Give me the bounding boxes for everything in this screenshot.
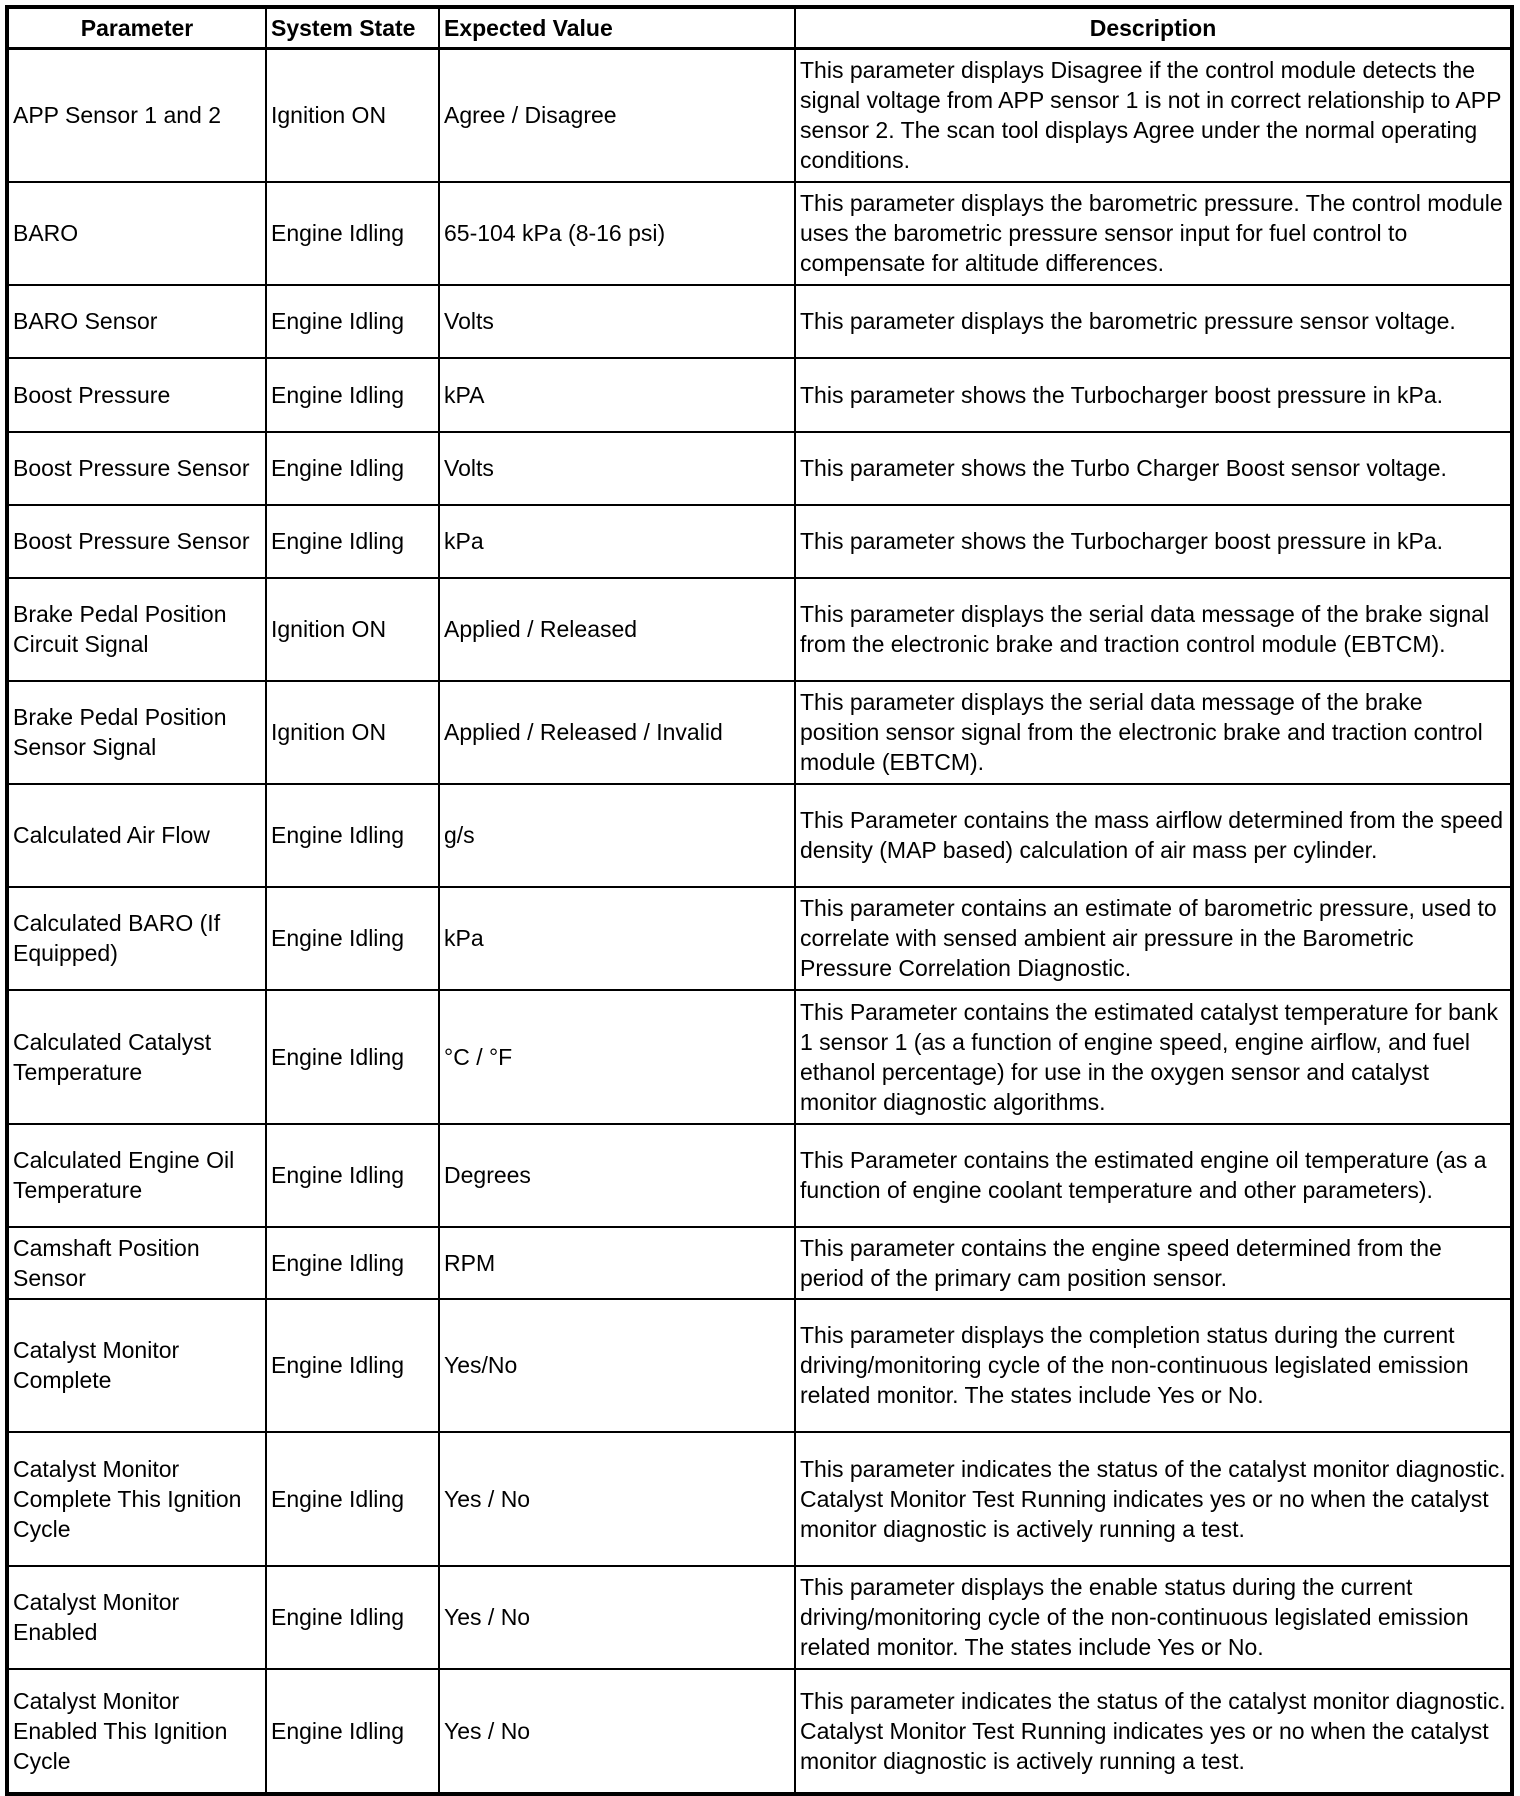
table-row xyxy=(7,505,1512,578)
cell-expected-value: Applied / Released / Invalid xyxy=(439,681,795,784)
cell-parameter: APP Sensor 1 and 2 xyxy=(7,49,266,182)
table-row xyxy=(7,1227,1512,1299)
cell-description: This parameter displays Disagree if the control module detects the signal voltage from APP sensor 1 is not in correct relationship to APP sensor 2. The scan tool displays Agree under the normal operating conditions. xyxy=(795,49,1512,182)
cell-system-state: Engine Idling xyxy=(266,1432,439,1566)
cell-description: This parameter displays the serial data message of the brake position sensor signal from the electronic brake and traction control module (EBTCM). xyxy=(795,681,1512,784)
cell-parameter: Boost Pressure xyxy=(7,358,266,432)
table-header xyxy=(7,7,1512,49)
cell-expected-value: kPa xyxy=(439,887,795,990)
cell-expected-value: Yes/No xyxy=(439,1299,795,1432)
cell-system-state: Engine Idling xyxy=(266,1124,439,1227)
table-row xyxy=(7,1299,1512,1432)
cell-system-state: Engine Idling xyxy=(266,1299,439,1432)
cell-system-state: Ignition ON xyxy=(266,578,439,681)
header-row xyxy=(7,7,1512,49)
cell-expected-value: Yes / No xyxy=(439,1432,795,1566)
cell-expected-value: Yes / No xyxy=(439,1669,795,1794)
cell-system-state: Engine Idling xyxy=(266,182,439,285)
cell-expected-value: Applied / Released xyxy=(439,578,795,681)
cell-parameter: Calculated Air Flow xyxy=(7,784,266,887)
cell-system-state: Engine Idling xyxy=(266,784,439,887)
cell-expected-value: 65-104 kPa (8-16 psi) xyxy=(439,182,795,285)
cell-parameter: Camshaft Position Sensor xyxy=(7,1227,266,1299)
cell-description: This parameter displays the enable status during the current driving/monitoring cycle of the non-continuous legislated emission related monitor. The states include Yes or No. xyxy=(795,1566,1512,1669)
table-row xyxy=(7,358,1512,432)
cell-description: This parameter displays the barometric pressure. The control module uses the barometric pressure sensor input for fuel control to compensate for altitude differences. xyxy=(795,182,1512,285)
table-row xyxy=(7,182,1512,285)
cell-system-state: Engine Idling xyxy=(266,1227,439,1299)
cell-description: This Parameter contains the mass airflow determined from the speed density (MAP based) calculation of air mass per cylinder. xyxy=(795,784,1512,887)
table-row xyxy=(7,990,1512,1124)
cell-parameter: Calculated Engine Oil Temperature xyxy=(7,1124,266,1227)
cell-system-state: Engine Idling xyxy=(266,887,439,990)
cell-parameter: Catalyst Monitor Complete This Ignition Cycle xyxy=(7,1432,266,1566)
scan-tool-data-table xyxy=(5,5,1514,1796)
cell-parameter: BARO Sensor xyxy=(7,285,266,358)
cell-description: This parameter displays the barometric pressure sensor voltage. xyxy=(795,285,1512,358)
cell-parameter: Calculated BARO (If Equipped) xyxy=(7,887,266,990)
cell-parameter: BARO xyxy=(7,182,266,285)
cell-description: This parameter indicates the status of the catalyst monitor diagnostic. Catalyst Monitor Test Running indicates yes or no when the catalyst monitor diagnostic is actively running a test. xyxy=(795,1432,1512,1566)
cell-system-state: Engine Idling xyxy=(266,990,439,1124)
header-system-state: System State xyxy=(266,7,439,49)
cell-description: This parameter displays the completion status during the current driving/monitoring cycle of the non-continuous legislated emission related monitor. The states include Yes or No. xyxy=(795,1299,1512,1432)
cell-description: This parameter contains the engine speed determined from the period of the primary cam position sensor. xyxy=(795,1227,1512,1299)
cell-description: This Parameter contains the estimated engine oil temperature (as a function of engine coolant temperature and other parameters). xyxy=(795,1124,1512,1227)
cell-system-state: Engine Idling xyxy=(266,432,439,505)
table-row xyxy=(7,1432,1512,1566)
cell-expected-value: kPa xyxy=(439,505,795,578)
table-row xyxy=(7,49,1512,182)
cell-expected-value: g/s xyxy=(439,784,795,887)
cell-expected-value: Agree / Disagree xyxy=(439,49,795,182)
table-row xyxy=(7,1566,1512,1669)
cell-expected-value: kPA xyxy=(439,358,795,432)
table-body xyxy=(7,49,1512,1794)
cell-expected-value: Degrees xyxy=(439,1124,795,1227)
cell-expected-value: Volts xyxy=(439,285,795,358)
cell-description: This parameter indicates the status of the catalyst monitor diagnostic. Catalyst Monitor Test Running indicates yes or no when the catalyst monitor diagnostic is actively running a test. xyxy=(795,1669,1512,1794)
cell-parameter: Calculated Catalyst Temperature xyxy=(7,990,266,1124)
cell-expected-value: Yes / No xyxy=(439,1566,795,1669)
table-row xyxy=(7,681,1512,784)
cell-description: This parameter shows the Turbo Charger Boost sensor voltage. xyxy=(795,432,1512,505)
table-row xyxy=(7,578,1512,681)
table-row xyxy=(7,432,1512,505)
cell-system-state: Ignition ON xyxy=(266,49,439,182)
cell-parameter: Brake Pedal Position Sensor Signal xyxy=(7,681,266,784)
cell-system-state: Engine Idling xyxy=(266,1566,439,1669)
cell-parameter: Boost Pressure Sensor xyxy=(7,432,266,505)
cell-system-state: Engine Idling xyxy=(266,285,439,358)
table-row xyxy=(7,1124,1512,1227)
cell-system-state: Engine Idling xyxy=(266,358,439,432)
cell-expected-value: °C / °F xyxy=(439,990,795,1124)
header-expected-value: Expected Value xyxy=(439,7,795,49)
cell-parameter: Catalyst Monitor Enabled xyxy=(7,1566,266,1669)
cell-system-state: Engine Idling xyxy=(266,505,439,578)
cell-system-state: Ignition ON xyxy=(266,681,439,784)
cell-description: This parameter shows the Turbocharger boost pressure in kPa. xyxy=(795,358,1512,432)
header-description: Description xyxy=(795,7,1512,49)
header-parameter: Parameter xyxy=(7,7,266,49)
cell-description: This parameter displays the serial data message of the brake signal from the electronic brake and traction control module (EBTCM). xyxy=(795,578,1512,681)
cell-expected-value: Volts xyxy=(439,432,795,505)
cell-description: This parameter shows the Turbocharger boost pressure in kPa. xyxy=(795,505,1512,578)
cell-system-state: Engine Idling xyxy=(266,1669,439,1794)
cell-parameter: Boost Pressure Sensor xyxy=(7,505,266,578)
table-row xyxy=(7,285,1512,358)
cell-parameter: Brake Pedal Position Circuit Signal xyxy=(7,578,266,681)
cell-description: This Parameter contains the estimated catalyst temperature for bank 1 sensor 1 (as a function of engine speed, engine airflow, and fuel ethanol percentage) for use in the oxygen sensor and catalyst monitor diagnostic algorithms. xyxy=(795,990,1512,1124)
table-row xyxy=(7,887,1512,990)
cell-description: This parameter contains an estimate of barometric pressure, used to correlate with sensed ambient air pressure in the Barometric Pressure Correlation Diagnostic. xyxy=(795,887,1512,990)
table-row xyxy=(7,784,1512,887)
cell-parameter: Catalyst Monitor Complete xyxy=(7,1299,266,1432)
table-row xyxy=(7,1669,1512,1794)
cell-expected-value: RPM xyxy=(439,1227,795,1299)
cell-parameter: Catalyst Monitor Enabled This Ignition Cycle xyxy=(7,1669,266,1794)
